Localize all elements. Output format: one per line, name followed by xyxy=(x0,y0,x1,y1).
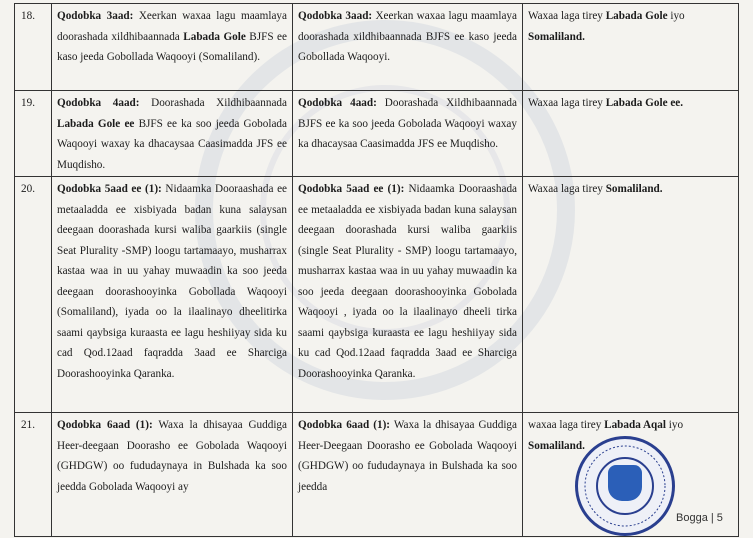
bold-text: Qodobka 5aad ee (1): xyxy=(57,183,162,195)
body-text: Waxaa laga tirey xyxy=(528,10,606,22)
coat-of-arms-icon xyxy=(608,465,642,501)
row-number: 21. xyxy=(15,413,52,537)
body-text: BJFS ee ka soo jeeda Gobolada Waqooyi waxay ka dhacaysaa Caasimadda JFS ee Muqdisho. xyxy=(57,117,287,171)
bold-text: Somaliland. xyxy=(605,183,663,195)
change-note-cell xyxy=(523,91,739,177)
body-text: iyo xyxy=(665,419,684,431)
bold-text: Qodobka 5aad ee (1): xyxy=(298,183,405,195)
amended-text-cell xyxy=(293,4,523,91)
bold-text: Labada Gole xyxy=(183,30,246,43)
body-text: iyo xyxy=(667,10,685,22)
bold-text: Qodobka 4aad: xyxy=(57,97,140,109)
original-text-cell xyxy=(52,177,293,413)
original-text-cell xyxy=(52,91,293,177)
table-row xyxy=(15,177,739,413)
bold-text: Labada Gole ee xyxy=(57,117,135,130)
change-note-cell xyxy=(523,177,739,413)
body-text: waxaa laga tirey xyxy=(528,419,605,431)
bold-text: Somaliland. xyxy=(528,30,585,43)
body-text: Waxa la dhisayaa Guddiga Heer-Deegaan Doorasho ee Gobolada Waqooyi (GHDGW) oo fududaynaya in Bulshada ka soo jeedda xyxy=(298,419,517,493)
body-text: Waxa la dhisayaa Guddiga Heer-deegaan Doorasho ee Gobolada Waqooyi (GHDGW) oo fududaynaya in Bulshada ka soo jeedda Gobolada Waqooyi ay xyxy=(57,419,287,493)
bold-text: Somaliland. xyxy=(528,439,585,452)
bold-text: Qodobka 3aad: xyxy=(57,10,134,22)
body-text: Doorashada Xildhibaannada xyxy=(139,97,287,109)
row-number: 18. xyxy=(15,4,52,91)
page-number: Bogga | 5 xyxy=(676,512,723,524)
bold-text: Labada Gole ee. xyxy=(605,97,684,109)
bold-text: Qodobka 4aad: xyxy=(298,97,377,109)
bold-text: Qodobka 3aad: xyxy=(298,10,373,22)
body-text: Nidaamka Dooraashada ee metaaladda ee xisbiyada badan kuna salaysan deegaan doorashada kursi waliba gaarkiis (single Seat Plurality - SMP) loogu tartamaayo, musharrax kastaa waa in uu yahay muwaadin ka soo jeeda deegaan doorashooyinka Gobolada Waqooyi , iyada oo la ilaalinayo dheeli tirka saami qaybsiga kuraasta ee lagu heshiiyay sida ku cad Qod.12aad faqradda 3aad ee Sharciga Doorashooyinka Qaranka. xyxy=(298,183,518,380)
row-number: 19. xyxy=(15,91,52,177)
table-row xyxy=(15,4,739,91)
body-text: Xeerkan waxaa lagu maamlaya doorashada xildhibaannada BJFS ee kaso jeeda Gobollada Waqooyi. xyxy=(298,10,517,63)
amended-text-cell xyxy=(293,177,523,413)
body-text: BJFS ee kaso jeeda Gobollada Waqooyi (Somaliland). xyxy=(57,30,287,63)
bold-text: Qodobka 6aad (1): xyxy=(298,419,391,431)
body-text: Doorashada Xildhibaannada BJFS ee ka soo jeeda Gobolada Waqooyi waxay ka dhacaysaa Caasimadda JFS ee Muqdisho. xyxy=(298,97,517,150)
bold-text: Labada Aqal xyxy=(604,419,666,431)
body-text: Nidaamka Dooraashada ee metaaladda ee xisbiyada badan kuna salaysan deegaan doorashada kursi waliba gaarkiis (single Seat Plurality -SMP) loogu tartamaayo, musharrax kastaa waa in uu yahay muwaadin ka soo jeeda deegaan doorashooyinka Gobollada Waqooyi (Somaliland), iyada oo la ilaalinayo dheelitirka saami qaybsiga kuraasta ee lagu heshiiyay sida ku cad Qod.12aad faqradda 3aad ee Sharciga Doorashooyinka Qaranka. xyxy=(57,183,287,380)
bold-text: Labada Gole xyxy=(605,10,668,22)
row-number: 20. xyxy=(15,177,52,413)
body-text: Waxaa laga tirey xyxy=(528,97,606,109)
amended-text-cell xyxy=(293,413,523,537)
amended-text-cell xyxy=(293,91,523,177)
change-note-cell xyxy=(523,4,739,91)
table-row xyxy=(15,91,739,177)
original-text-cell xyxy=(52,413,293,537)
original-text-cell xyxy=(52,4,293,91)
body-text: Waxaa laga tirey xyxy=(528,183,606,195)
official-seal xyxy=(575,436,675,536)
bold-text: Qodobka 6aad (1): xyxy=(57,419,153,431)
body-text: Xeerkan waxaa lagu maamlaya doorashada xildhibaannada xyxy=(57,10,287,43)
